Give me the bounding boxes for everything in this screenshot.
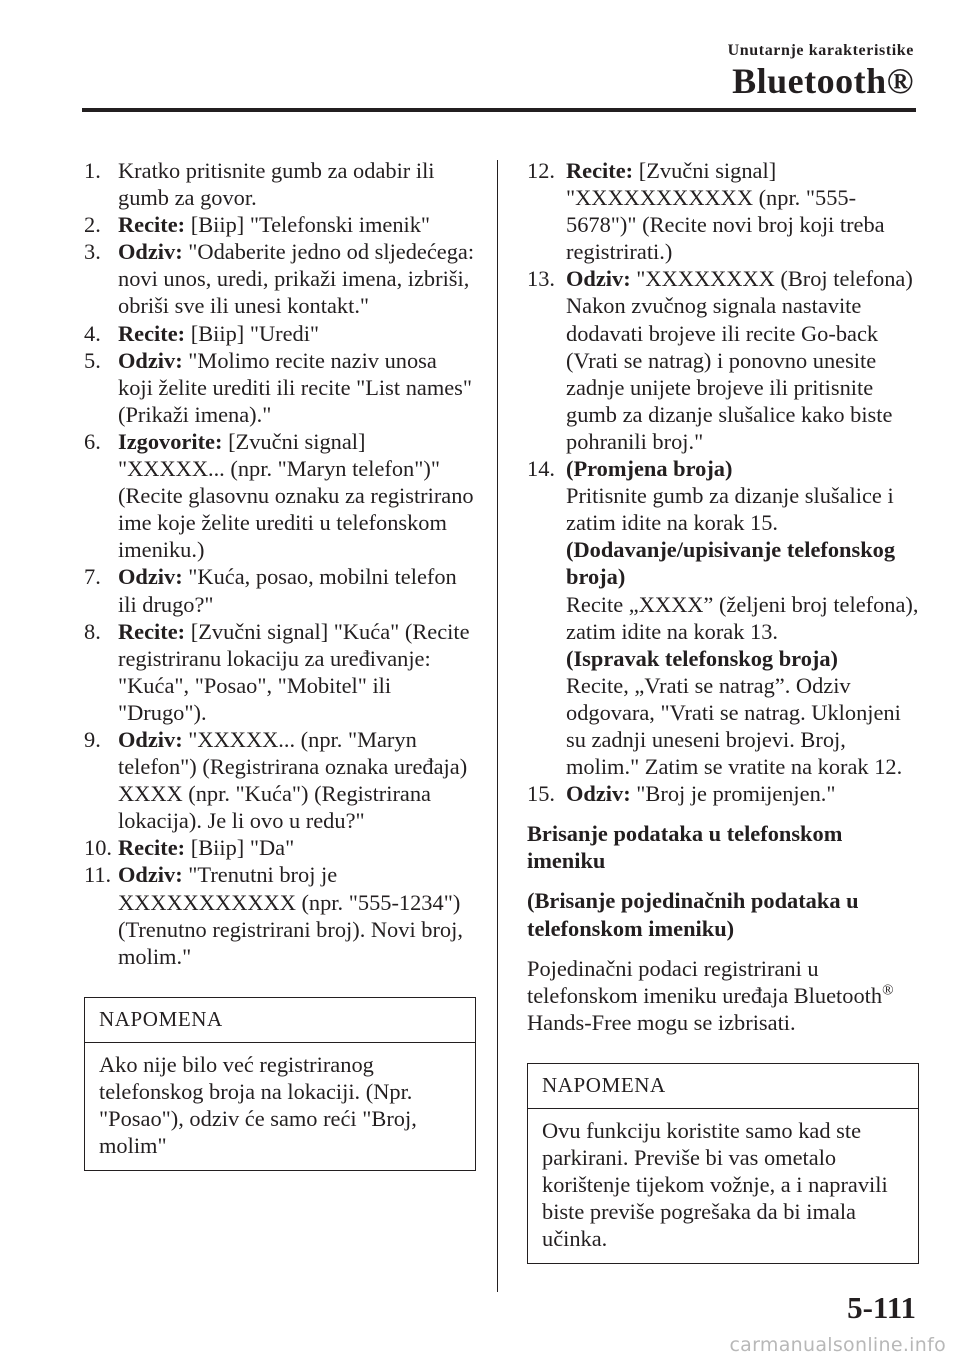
registered-mark: ® (882, 982, 894, 999)
step-text: [Biip] "Da" (190, 835, 295, 861)
step-number: 9. (84, 726, 101, 752)
step-text: Kratko pritisnite gumb za odabir ili gumb za govor. (118, 158, 435, 211)
step-4 (84, 320, 476, 347)
step-subheading: (Dodavanje/upisivanje telefonskog broja) (566, 537, 896, 590)
step-text: Recite „XXXX” (željeni broj telefona), zatim idite na korak 13. (566, 591, 919, 644)
step-text: "Kuća, posao, mobilni telefon ili drugo?" (118, 564, 457, 617)
step-number: 12. (527, 158, 555, 183)
note-box (84, 997, 476, 1171)
step-label: Odziv: (566, 781, 631, 807)
column-divider (497, 160, 498, 1292)
step-text: [Zvučni signal] "Kuća" (Recite registriranu lokaciju za uređivanje: "Kuća", "Posao", "Mobitel" ili "Drugo"). (118, 618, 470, 725)
step-number: 7. (84, 564, 101, 590)
header-rule (82, 108, 916, 112)
step-label: Recite: (118, 835, 186, 861)
step-7 (84, 563, 476, 617)
step-text: "Broj je promijenjen." (636, 781, 836, 807)
step-10 (84, 834, 476, 861)
page-title: Bluetooth® (732, 61, 914, 101)
step-subheading: (Promjena broja) (566, 456, 733, 482)
step-text: [Biip] "Telefonski imenik" (190, 212, 431, 238)
note-text: Ako nije bilo već registriranog telefonskog broja na lokaciji. (Npr. "Posao"), odziv će samo reći "Broj, molim" (99, 1051, 417, 1159)
step-label: Odziv: (118, 239, 183, 265)
step-14 (527, 455, 919, 780)
step-text: Recite, „Vrati se natrag”. Odziv odgovara, "Vrati se natrag. Uklonjeni su zadnji uneseni brojevi. Broj, molim." Zatim se vratite na korak 12. (566, 672, 903, 780)
step-number: 1. (84, 158, 101, 183)
step-label: Recite: (118, 320, 186, 346)
step-2 (84, 211, 476, 238)
step-text: [Zvučni signal] "XXXXXXXXXXX (npr. "555-5678")" (Recite novi broj koji treba registrirati.) (566, 158, 885, 265)
watermark: carmanualsonline.info (729, 1334, 946, 1356)
note-text: Ovu funkciju koristite samo kad ste parkirani. Previše bi vas ometalo korištenje tijekom vožnje, a i napravili biste previše pogrešaka da bi imala učinka. (542, 1118, 888, 1252)
left-column (84, 157, 476, 1171)
step-6 (84, 428, 476, 563)
step-number: 3. (84, 239, 101, 265)
step-text: Pritisnite gumb za dizanje slušalice i zatim idite na korak 15. (566, 483, 894, 536)
step-label: Izgovorite: (118, 428, 223, 454)
step-text: [Zvučni signal] "XXXXX... (npr. "Maryn telefon")" (Recite glasovnu oznaku za registrirano ime koje želite urediti u telefonskom imeniku.) (118, 428, 474, 563)
body-paragraph (527, 955, 919, 1036)
step-number: 13. (527, 266, 555, 292)
step-label: Recite: (566, 158, 634, 183)
step-label: Odziv: (118, 726, 183, 752)
step-number: 4. (84, 320, 101, 346)
note-box (527, 1063, 919, 1265)
step-number: 5. (84, 347, 101, 373)
step-text: "Trenutni broj je XXXXXXXXXXX (npr. "555-1234") (Trenutno registrirani broj). Novi broj, molim." (118, 862, 463, 969)
step-13 (527, 265, 919, 455)
step-12 (527, 157, 919, 265)
step-label: Odziv: (118, 862, 183, 888)
step-label: Recite: (118, 618, 186, 644)
step-number: 14. (527, 456, 555, 482)
step-text: "XXXXX... (npr. "Maryn telefon") (Registrirana oznaka uređaja) XXXX (npr. "Kuća") (Registrirana lokacija). Je li ovo u redu?" (118, 726, 468, 834)
subsection-heading: (Brisanje pojedinačnih podataka u telefonskom imeniku) (527, 888, 859, 941)
step-number: 2. (84, 212, 101, 238)
step-text: "Odaberite jedno od sljedećega: novi unos, uredi, prikaži imena, izbriši, obriši sve ili unesi kontakt." (118, 239, 475, 319)
step-number: 8. (84, 618, 101, 644)
body-text: Pojedinačni podaci registrirani u telefonskom imeniku uređaja Bluetooth (527, 955, 883, 1008)
note-heading: NAPOMENA (528, 1064, 918, 1109)
step-15 (527, 780, 919, 807)
note-heading: NAPOMENA (85, 998, 475, 1043)
step-11 (84, 861, 476, 969)
step-3 (84, 238, 476, 319)
page-number: 5-111 (847, 1290, 916, 1325)
section-label: Unutarnje karakteristike (727, 42, 914, 59)
step-text: "XXXXXXXX (Broj telefona) Nakon zvučnog signala nastavite dodavati brojeve ili recite Go-back (Vrati se natrag) i ponovno unesite zadnje unijete brojeve ili pritisnite gumb za dizanje slušalice kako biste pohranili broj." (566, 266, 913, 454)
right-column (527, 157, 919, 1264)
step-label: Odziv: (566, 266, 631, 292)
step-1 (84, 157, 476, 211)
step-number: 11. (84, 862, 112, 888)
step-number: 15. (527, 781, 555, 807)
step-text: "Molimo recite naziv unosa koji želite urediti ili recite "List names" (Prikaži imena)." (118, 347, 473, 427)
step-number: 10. (84, 835, 112, 861)
step-text: [Biip] "Uredi" (190, 320, 320, 346)
step-label: Recite: (118, 212, 186, 238)
step-label: Odziv: (118, 564, 183, 590)
step-9 (84, 726, 476, 834)
step-subheading: (Ispravak telefonskog broja) (566, 645, 839, 671)
step-8 (84, 618, 476, 726)
step-label: Odziv: (118, 347, 183, 373)
section-heading: Brisanje podataka u telefonskom imeniku (527, 821, 843, 874)
step-number: 6. (84, 428, 101, 454)
step-5 (84, 347, 476, 428)
body-text-tail: Hands-Free mogu se izbrisati. (527, 1009, 796, 1035)
